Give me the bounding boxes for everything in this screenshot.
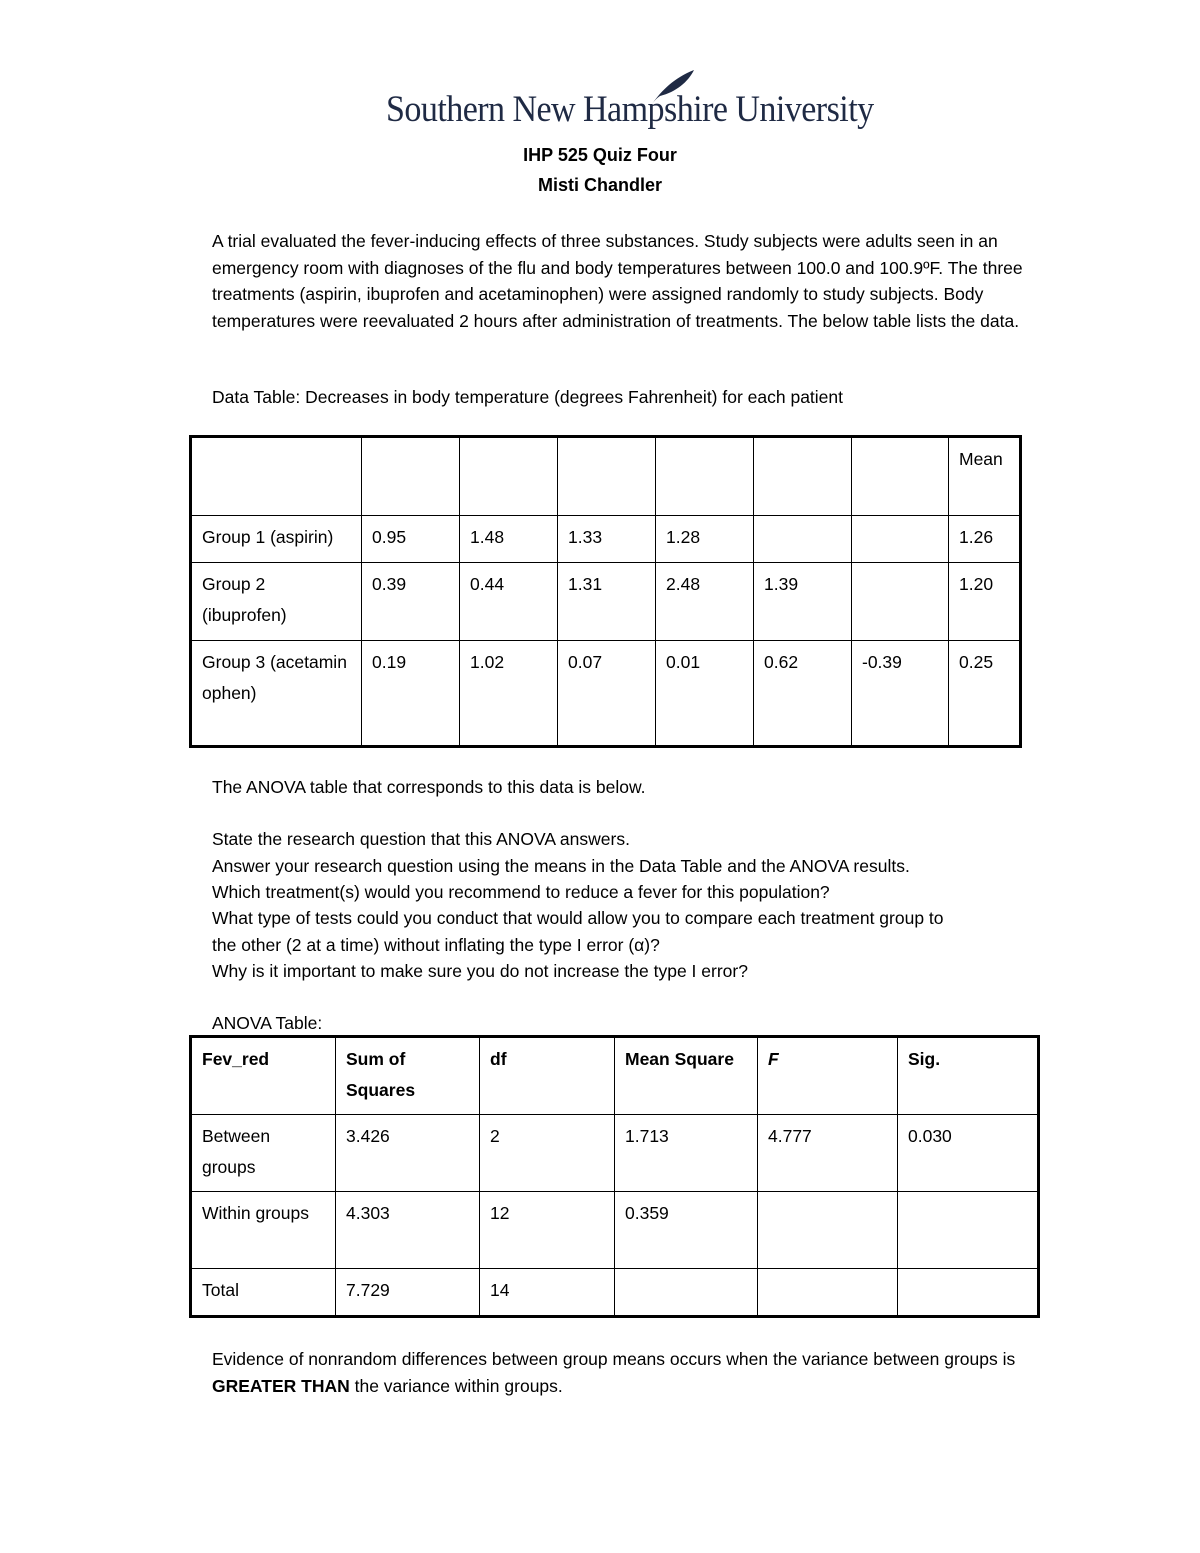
mean-cell: 1.26 [949,516,1021,563]
source-label: Within groups [191,1192,336,1269]
data-cell: 4.777 [758,1115,898,1192]
data-cell [758,1192,898,1269]
data-cell: 3.426 [336,1115,480,1192]
table-row [191,563,1021,641]
header-cell: Fev_red [191,1037,336,1115]
data-cell [898,1192,1039,1269]
mean-cell: 1.20 [949,563,1021,641]
header-cell [754,437,852,516]
conclusion-emphasis: GREATER THAN [212,1375,350,1396]
data-cell [852,563,949,641]
data-cell: 0.030 [898,1115,1039,1192]
data-table [189,435,1022,748]
conclusion-text: Evidence of nonrandom differences between group means occurs when the variance between groups is [212,1349,1016,1369]
data-cell: 1.48 [460,516,558,563]
intro-paragraph: A trial evaluated the fever-inducing effects of three substances. Study subjects were adults seen in an emergency room with diagnoses of the flu and body temperatures between 100.0 and 100.9ºF. The three treatments (aspirin, ibuprofen and acetaminophen) were assigned randomly to study subjects. Body temperatures were reevaluated 2 hours after administration of treatments. The below table lists the data. [212,231,1023,331]
data-cell: 14 [480,1269,615,1317]
source-label: Between groups [191,1115,336,1192]
header-cell: Sig. [898,1037,1039,1115]
data-cell [758,1269,898,1317]
table-row [191,1115,1039,1192]
data-cell: 2 [480,1115,615,1192]
data-cell: 12 [480,1192,615,1269]
question-4: What type of tests could you conduct that would allow you to compare each treatment group to [212,908,944,928]
data-table-header-row [191,437,1021,516]
anova-caption: ANOVA Table: [212,1013,323,1033]
leaf-icon [648,68,698,108]
table-row [191,1192,1039,1269]
conclusion-paragraph [212,1346,1052,1399]
header-cell: Sum of Squares [336,1037,480,1115]
group-label: Group 2 (ibuprofen) [191,563,362,641]
data-cell: 0.19 [362,641,460,747]
data-cell [615,1269,758,1317]
course-title: IHP 525 Quiz Four [523,145,677,165]
data-cell [754,516,852,563]
data-cell: 0.07 [558,641,656,747]
data-cell: 7.729 [336,1269,480,1317]
data-cell: 1.713 [615,1115,758,1192]
header-cell [362,437,460,516]
data-cell: 0.01 [656,641,754,747]
header-cell [852,437,949,516]
question-5: Why is it important to make sure you do not increase the type I error? [212,961,748,981]
header-cell [558,437,656,516]
table-row [191,1269,1039,1317]
header-cell: Mean Square [615,1037,758,1115]
author-name: Misti Chandler [537,175,662,195]
source-label: Total [191,1269,336,1317]
header-cell [656,437,754,516]
data-cell: 0.95 [362,516,460,563]
header-cell [191,437,362,516]
table-row [191,516,1021,563]
data-cell: 0.62 [754,641,852,747]
conclusion-text-end: the variance within groups. [349,1375,563,1396]
data-cell: 0.359 [615,1192,758,1269]
data-cell [898,1269,1039,1317]
data-cell: 4.303 [336,1192,480,1269]
group-label: Group 3 (acetaminophen) [191,641,362,747]
anova-table [189,1035,1040,1318]
data-cell: 1.31 [558,563,656,641]
anova-intro: The ANOVA table that corresponds to this data is below. [212,777,646,797]
data-cell: -0.39 [852,641,949,747]
university-logo [386,68,874,138]
data-cell: 1.39 [754,563,852,641]
header-cell [460,437,558,516]
header-cell: df [480,1037,615,1115]
data-cell [852,516,949,563]
data-cell: 2.48 [656,563,754,641]
data-table-caption: Data Table: Decreases in body temperature (degrees Fahrenheit) for each patient [212,387,844,407]
data-cell: 1.28 [656,516,754,563]
table-row [191,641,1021,747]
question-3: Which treatment(s) would you recommend to reduce a fever for this population? [212,882,830,902]
mean-header: Mean [949,437,1021,516]
data-cell: 0.39 [362,563,460,641]
mean-cell: 0.25 [949,641,1021,747]
data-cell: 1.02 [460,641,558,747]
question-2: Answer your research question using the means in the Data Table and the ANOVA results. [212,856,910,876]
logo-wordmark: Southern New Hampshire University [386,89,874,130]
group-label: Group 1 (aspirin) [191,516,362,563]
question-1: State the research question that this ANOVA answers. [212,829,630,849]
anova-header-row [191,1037,1039,1115]
data-cell: 1.33 [558,516,656,563]
data-cell: 0.44 [460,563,558,641]
question-4-continued: the other (2 at a time) without inflating the type I error (α)? [212,935,660,955]
header-cell: F [758,1037,898,1115]
